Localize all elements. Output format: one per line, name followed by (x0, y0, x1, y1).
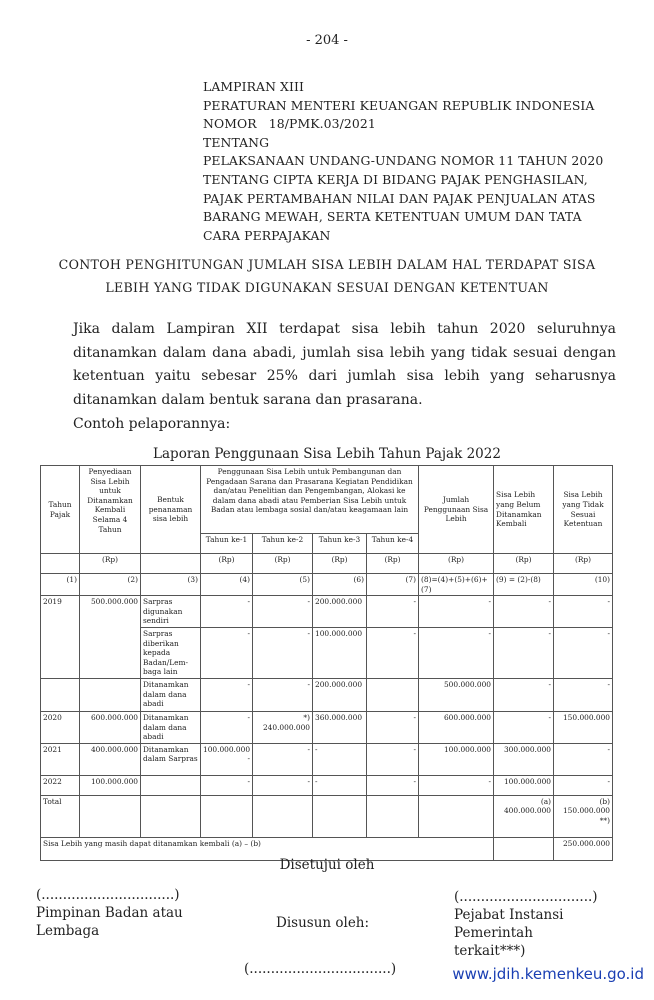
column-number-cell: (10) (554, 574, 613, 596)
column-number-cell: (4) (201, 574, 253, 596)
website-link[interactable]: www.jdih.kemenkeu.go.id (452, 965, 644, 983)
table-cell: 600.000.000 (80, 711, 141, 743)
table-cell (41, 678, 80, 711)
title-line: LEBIH YANG TIDAK DIGUNAKAN SESUAI DENGAN KETENTUAN (105, 280, 549, 295)
unit-cell: (Rp) (554, 554, 613, 574)
total-b: (b) 150.000.000 **) (554, 795, 613, 837)
table-cell: - (494, 596, 554, 628)
table-cell: - (419, 627, 494, 678)
table-cell: - (367, 627, 419, 678)
column-number-cell: (7) (367, 574, 419, 596)
page-number: - 204 - (306, 33, 348, 48)
unit-cell: (Rp) (201, 554, 253, 574)
table-cell: - (494, 711, 554, 743)
final-value: 250.000.000 (554, 837, 613, 860)
column-number-cell: (9) = (2)-(8) (494, 574, 554, 596)
column-number-cell: (6) (313, 574, 367, 596)
table-cell: 2020 (41, 711, 80, 743)
table-row (41, 596, 613, 628)
document-title (0, 253, 654, 299)
table-row (41, 743, 613, 775)
table-cell: Sarpras diberikan kepada Badan/Lem-baga lain (141, 627, 201, 678)
total-row (41, 795, 613, 837)
table-row (41, 678, 613, 711)
table-cell: *) 240.000.000 (253, 711, 313, 743)
column-numbers-row (41, 574, 613, 596)
header-bentuk: Bentuk penanaman sisa lebih (141, 466, 201, 554)
header-line: LAMPIRAN XIII (203, 79, 304, 94)
table-cell (141, 775, 201, 795)
table-cell: 2019 (41, 596, 80, 679)
body-paragraph: Jika dalam Lampiran XII terdapat sisa lebih tahun 2020 seluruhnya ditanamkan dalam dana abadi, jumlah sisa lebih yang tidak sesuai dengan ketentuan yaitu sebesar 25% dari jumlah sisa lebih yang seharusnya ditanamkan dalam bentuk sarana dan prasarana. (73, 321, 616, 408)
unit-cell (41, 554, 80, 574)
total-label: Total (41, 795, 80, 837)
header-line: PELAKSANAAN UNDANG-UNDANG NOMOR 11 TAHUN 2020 (203, 153, 604, 169)
table-cell: 500.000.000 (80, 596, 141, 679)
title-line: CONTOH PENGHITUNGAN JUMLAH SISA LEBIH DALAM HAL TERDAPAT SISA (58, 257, 596, 272)
table-cell: 100.000.000 - (201, 743, 253, 775)
unit-cell: (Rp) (419, 554, 494, 574)
table-cell: - (201, 775, 253, 795)
unit-cell: (Rp) (367, 554, 419, 574)
table-cell: - (201, 678, 253, 711)
attachment-header (203, 78, 603, 245)
table-cell: - (253, 743, 313, 775)
table-cell: - (313, 775, 367, 795)
table-cell: 100.000.000 (313, 627, 367, 678)
header-year-4: Tahun ke-4 (367, 534, 419, 554)
header-year-3: Tahun ke-3 (313, 534, 367, 554)
table-cell: - (494, 627, 554, 678)
header-line: BARANG MEWAH, SERTA KETENTUAN UMUM DAN TATA (203, 209, 582, 225)
table-cell: - (201, 596, 253, 628)
column-number-cell: (5) (253, 574, 313, 596)
table-cell: - (253, 775, 313, 795)
table-cell: 400.000.000 (80, 743, 141, 775)
unit-cell: (Rp) (313, 554, 367, 574)
header-line: CARA PERPAJAKAN (203, 227, 331, 243)
table-cell: - (253, 678, 313, 711)
table-cell: - (367, 743, 419, 775)
header-line: PAJAK PERTAMBAHAN NILAI DAN PAJAK PENJUALAN ATAS (203, 190, 596, 206)
table-cell: 150.000.000 (554, 711, 613, 743)
approved-by-label: Disetujui oleh (279, 857, 375, 873)
table-row (41, 711, 613, 743)
unit-cell: (Rp) (80, 554, 141, 574)
unit-cell (141, 554, 201, 574)
table-cell: - (419, 775, 494, 795)
header-line: NOMOR 18/PMK.03/2021 (203, 116, 376, 132)
units-row (41, 554, 613, 574)
table-cell: - (201, 711, 253, 743)
table-cell: 200.000.000 (313, 596, 367, 628)
header-penggunaan: Penggunaan Sisa Lebih untuk Pembangunan dan Pengadaan Sarana dan Prasarana Kegiatan Pendidikan dan/atau Penelitian dan Pengembangan, Alokasi ke dalam dana abadi atau Pemberian Sisa Lebih untuk Badan atau lembaga sosial dan/atau keagamaan lain (201, 466, 419, 534)
column-number-cell: (3) (141, 574, 201, 596)
header-year-1: Tahun ke-1 (201, 534, 253, 554)
table-cell: 360.000.000 (313, 711, 367, 743)
table-cell: 2022 (41, 775, 80, 795)
right-signature-dots: (...............................) (454, 889, 598, 905)
table-cell: - (554, 775, 613, 795)
table-cell (80, 678, 141, 711)
table-cell: - (253, 627, 313, 678)
table-cell: Ditanamkan dalam Sarpras (141, 743, 201, 775)
table-cell: 500.000.000 (419, 678, 494, 711)
header-year-2: Tahun ke-2 (253, 534, 313, 554)
table-cell: - (554, 627, 613, 678)
header-belum: Sisa Lebih yang Belum Ditanamkan Kembali (494, 466, 554, 554)
table-cell: - (494, 678, 554, 711)
table-cell: - (367, 711, 419, 743)
header-tidak-sesuai: Sisa Lebih yang Tidak Sesuai Ketentuan (554, 466, 613, 554)
column-number-cell: (2) (80, 574, 141, 596)
left-signature-dots: (...............................) (36, 887, 180, 903)
table-cell: 100.000.000 (80, 775, 141, 795)
table-cell: Ditanamkan dalam dana abadi (141, 678, 201, 711)
column-number-cell: (1) (41, 574, 80, 596)
header-line: PERATURAN MENTERI KEUANGAN REPUBLIK INDONESIA (203, 97, 595, 113)
table-cell: Sarpras digunakan sendiri (141, 596, 201, 628)
unit-cell: (Rp) (253, 554, 313, 574)
header-penyediaan: Penyediaan Sisa Lebih untuk Ditanamkan Kembali Selama 4 Tahun (80, 466, 141, 554)
table-cell: - (554, 596, 613, 628)
final-label: Sisa Lebih yang masih dapat ditanamkan kembali (a) – (b) (41, 837, 494, 860)
table-row (41, 775, 613, 795)
table-cell: 600.000.000 (419, 711, 494, 743)
table-cell: - (253, 596, 313, 628)
table-cell: - (554, 743, 613, 775)
table-cell: - (367, 775, 419, 795)
prepared-by-label: Disusun oleh: (276, 915, 370, 931)
header-tahun: Tahun Pajak (41, 466, 80, 554)
table-cell: - (367, 596, 419, 628)
report-title: Laporan Penggunaan Sisa Lebih Tahun Pajak 2022 (153, 446, 501, 462)
header-jumlah: Jumlah Penggunaan Sisa Lebih (419, 466, 494, 554)
table-cell: 300.000.000 (494, 743, 554, 775)
table-cell: 100.000.000 (419, 743, 494, 775)
example-label: Contoh pelaporannya: (73, 416, 231, 432)
bottom-signature-dots: (.................................) (244, 961, 397, 977)
column-number-cell: (8)=(4)+(5)+(6)+(7) (419, 574, 494, 596)
table-cell: Ditanamkan dalam dana abadi (141, 711, 201, 743)
report-table (40, 465, 613, 861)
table-cell (367, 678, 419, 711)
table-cell: 200.000.000 (313, 678, 367, 711)
table-cell: - (313, 743, 367, 775)
table-cell: 100.000.000 (494, 775, 554, 795)
table-cell: - (419, 596, 494, 628)
right-signature-title: Pejabat Instansi Pemerintah terkait***) (454, 907, 564, 959)
table-cell: 2021 (41, 743, 80, 775)
unit-cell: (Rp) (494, 554, 554, 574)
left-signature-title: Pimpinan Badan atau Lembaga (36, 905, 183, 939)
header-line: TENTANG (203, 134, 270, 150)
table-cell: - (554, 678, 613, 711)
table-cell: - (201, 627, 253, 678)
total-a: (a) 400.000.000 (494, 795, 554, 837)
header-line: TENTANG CIPTA KERJA DI BIDANG PAJAK PENGHASILAN, (203, 171, 588, 187)
